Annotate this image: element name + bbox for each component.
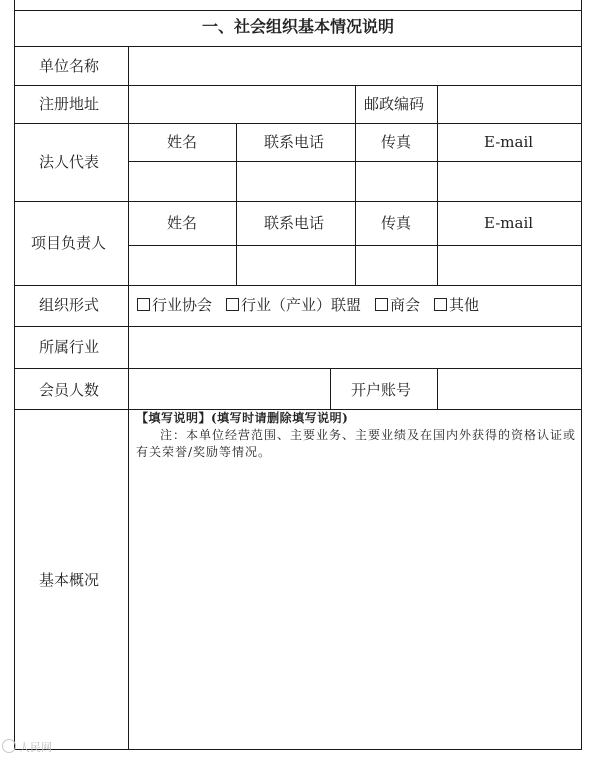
unit-name-label: 单位名称 [39,57,100,75]
table-line [14,46,582,47]
table-line [236,123,237,285]
org-form-option[interactable]: 行业协会 [137,296,212,314]
form-title: 一、社会组织基本情况说明 [201,17,394,36]
members-label: 会员人数 [39,381,100,399]
legal-rep-fax-header: 传真 [381,133,412,151]
table-line [14,749,582,750]
table-line [14,123,582,124]
project-lead-name-header: 姓名 [167,214,198,232]
legal-rep-name-header: 姓名 [167,133,198,151]
overview-label: 基本概况 [39,571,100,589]
postcode-label: 邮政编码 [364,95,425,113]
checkbox-icon[interactable] [434,298,447,311]
legal-rep-email-header: E-mail [484,133,534,151]
note-heading: 【填写说明】(填写时请删除填写说明) [136,411,349,425]
table-line [14,285,582,286]
address-label: 注册地址 [39,95,100,113]
org-form-option[interactable]: 行业（产业）联盟 [226,296,361,314]
table-line [128,46,129,750]
table-line [14,10,582,11]
table-line [14,326,582,327]
table-line [355,85,356,123]
checkbox-icon[interactable] [375,298,388,311]
watermark: 人民网 [2,739,52,755]
industry-label: 所属行业 [39,338,100,356]
account-label: 开户账号 [351,381,412,399]
watermark-logo-icon [2,739,16,753]
table-border-left [14,0,15,750]
table-line [437,368,438,409]
legal-rep-phone-header: 联系电话 [264,133,325,151]
table-line [14,85,582,86]
table-line [14,368,582,369]
table-line [355,123,356,285]
legal-rep-label: 法人代表 [39,153,100,171]
table-border-right [581,0,582,750]
table-line [437,85,438,123]
checkbox-icon[interactable] [137,298,150,311]
table-line [14,201,582,202]
checkbox-icon[interactable] [226,298,239,311]
project-lead-fax-header: 传真 [381,214,412,232]
note-body: 注：本单位经营范围、主要业务、主要业绩及在国内外获得的资格认证或有关荣誉/奖励等情况。 [136,428,577,459]
org-form-option[interactable]: 其他 [434,296,479,314]
table-line [330,368,331,409]
overview-note [136,410,578,461]
project-lead-phone-header: 联系电话 [264,214,325,232]
org-form-label: 组织形式 [39,296,100,314]
project-lead-email-header: E-mail [484,214,534,232]
org-form-option[interactable]: 商会 [375,296,420,314]
project-lead-label: 项目负责人 [31,234,107,252]
org-form-options [137,295,479,315]
table-line [437,123,438,285]
